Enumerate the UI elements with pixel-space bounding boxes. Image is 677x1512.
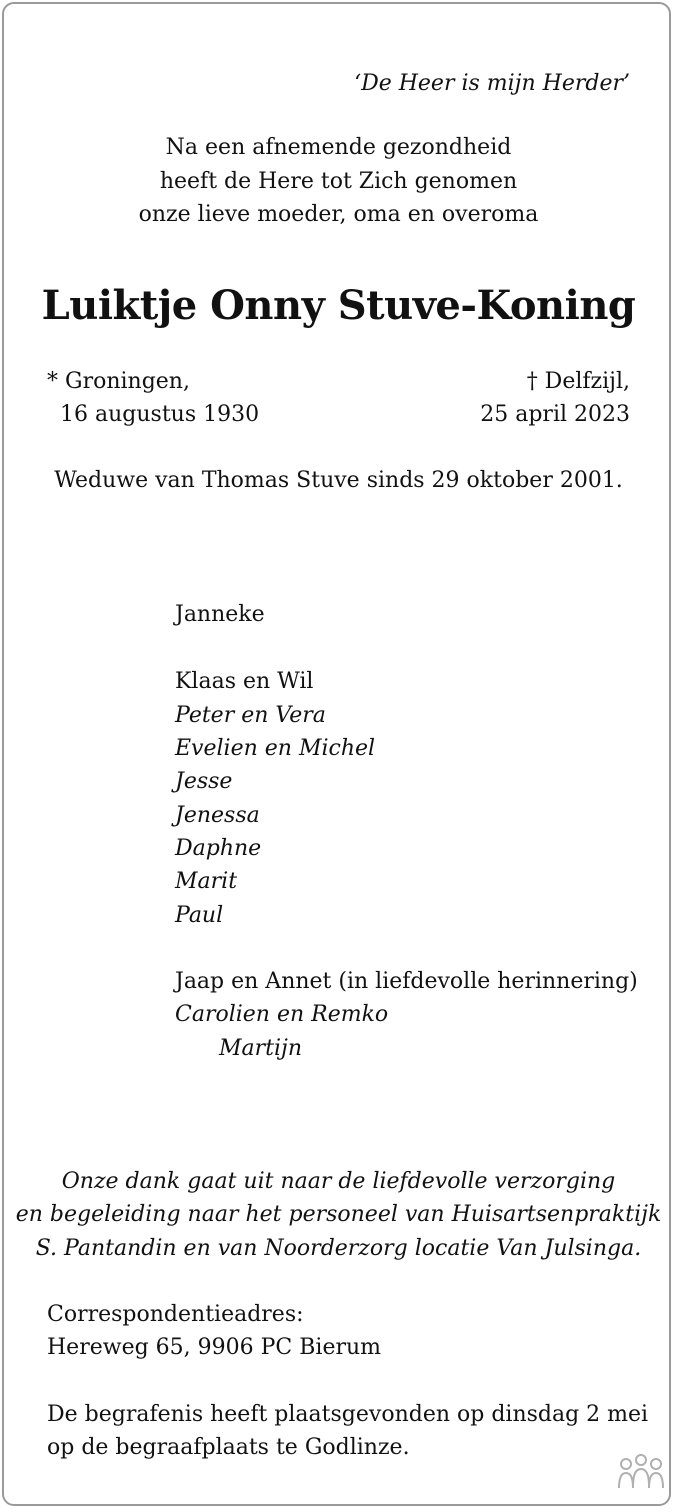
grandchild: Evelien en Michel: [175, 736, 376, 761]
correspondence-label: Correspondentieadres:: [47, 1302, 304, 1327]
funeral-line-1: De begrafenis heeft plaatsgevonden op dinsdag 2 mei: [47, 1402, 649, 1427]
grandchild: Carolien en Remko: [175, 1002, 389, 1027]
widow-line: Weduwe van Thomas Stuve sinds 29 oktober 2001.: [54, 468, 623, 493]
thanks-line-2: en begeleiding naar het personeel van Huisartsenpraktijk: [15, 1202, 662, 1227]
birth-place: * Groningen,: [47, 369, 190, 394]
grandchild: Jenessa: [175, 803, 260, 828]
death-place: † Delfzijl,: [526, 369, 630, 394]
family-child-1: Janneke: [175, 602, 265, 627]
thanks-line-1: Onze dank gaat uit naar de liefdevolle verzorging: [61, 1169, 616, 1194]
family-child-2: Klaas en Wil: [175, 669, 314, 694]
intro-line-1: Na een afnemende gezondheid: [165, 135, 512, 160]
family-child-3: Jaap en Annet (in liefdevolle herinnering): [175, 969, 638, 994]
thanks-line-3: S. Pantandin en van Noorderzorg locatie Van Julsinga.: [35, 1236, 642, 1261]
intro-line-2: heeft de Here tot Zich genomen: [159, 169, 518, 194]
motto: ‘De Heer is mijn Herder’: [354, 71, 630, 96]
funeral-line-2: op de begraafplaats te Godlinze.: [47, 1435, 410, 1460]
grandchild: Marit: [175, 869, 238, 894]
deceased-name: Luiktje Onny Stuve-Koning: [41, 282, 636, 329]
great-grandchild: Martijn: [219, 1036, 303, 1061]
grandchild: Paul: [175, 903, 224, 928]
death-date: 25 april 2023: [480, 402, 630, 427]
correspondence-address: Hereweg 65, 9906 PC Bierum: [47, 1335, 382, 1360]
people-group-icon: [616, 1452, 666, 1498]
grandchild: Peter en Vera: [175, 703, 326, 728]
intro-line-3: onze lieve moeder, oma en overoma: [138, 202, 539, 227]
grandchild: Jesse: [175, 769, 233, 794]
birth-date: 16 augustus 1930: [60, 402, 260, 427]
grandchild: Daphne: [175, 836, 262, 861]
